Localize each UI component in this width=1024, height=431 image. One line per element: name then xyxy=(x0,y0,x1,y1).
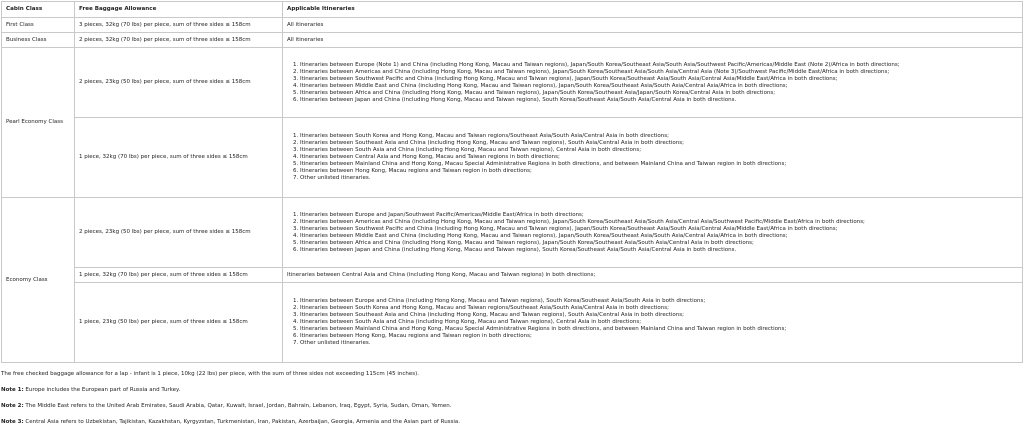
itinerary-item: 1. Itineraries between South Korea and Hong Kong, Macau and Taiwan regions/Southeast Asia/South Asia/Central Asia in both directions; xyxy=(293,133,669,139)
itinerary-item: 2. Itineraries between Americas and China (including Hong Kong, Macau and Taiwan regions), Japan/South Korea/Southeast Asia/South Asia/Central Asia/Southwest Pacific/Middle East/Africa in both directions; xyxy=(293,218,865,225)
itineraries-first-class: All itineraries xyxy=(283,18,1023,33)
cabin-first-class: First Class xyxy=(2,18,75,33)
allowance-pearl-economy-1: 2 pieces, 23kg (50 lbs) per piece, sum of three sides ≤ 158cm xyxy=(75,48,283,118)
itinerary-item: 3. Itineraries between South Asia and China (including Hong Kong, Macau and Taiwan regions), Central Asia in both directions; xyxy=(293,147,642,153)
note-1-label: Note 1: xyxy=(1,387,24,393)
itinerary-list xyxy=(287,212,1018,254)
note-3-label: Note 3: xyxy=(1,419,24,425)
table-row-business-class xyxy=(2,33,1023,48)
infant-allowance-note: The free checked baggage allowance for a lap - infant is 1 piece, 10kg (22 lbs) per piece, with the sum of three sides not exceeding 115cm (45 inches). xyxy=(1,371,420,377)
itinerary-item: 1. Itineraries between Europe and China (including Hong Kong, Macau and Taiwan regions), South Korea/Southeast Asia/South Asia in both directions; xyxy=(293,298,706,304)
itinerary-item: 6. Itineraries between Hong Kong, Macau regions and Taiwan region in both directions; xyxy=(293,333,532,339)
itinerary-item: 4. Itineraries between South Asia and China (including Hong Kong, Macau and Taiwan regions), Central Asia in both directions; xyxy=(293,319,642,325)
cabin-business-class: Business Class xyxy=(2,33,75,48)
itinerary-item: 5. Itineraries between Africa and China (including Hong Kong, Macau and Taiwan regions), Japan/South Korea/Southeast Asia/South Asia/Central Asia in both directions; xyxy=(293,239,754,246)
cabin-pearl-economy-class: Pearl Economy Class xyxy=(2,48,75,198)
itinerary-item: 4. Itineraries between Middle East and China (including Hong Kong, Macau and Taiwan regions), Japan/South Korea/Southeast Asia/South Asia/Central Asia/Africa in both directions; xyxy=(293,82,788,89)
itineraries-economy-1 xyxy=(283,198,1023,268)
notes-section xyxy=(1,371,1021,426)
allowance-economy-3: 1 piece, 23kg (50 lbs) per piece, sum of three sides ≤ 158cm xyxy=(75,283,283,363)
itinerary-item: 4. Itineraries between Middle East and China (including Hong Kong, Macau and Taiwan regions), Japan/South Korea/Southeast Asia/South Asia/Central Asia/Africa in both directions; xyxy=(293,232,788,239)
table-row-economy-2 xyxy=(2,268,1023,283)
itineraries-pearl-economy-1 xyxy=(283,48,1023,118)
itinerary-item: 5. Itineraries between Mainland China and Hong Kong, Macau Special Administrative Regions in both directions, and between Mainland China and Taiwan region in both directions; xyxy=(293,326,787,332)
itinerary-item: 2. Itineraries between South Korea and Hong Kong, Macau and Taiwan regions/Southeast Asia/South Asia/Central Asia in both directions; xyxy=(293,305,669,311)
itinerary-item: 4. Itineraries between Central Asia and Hong Kong, Macau and Taiwan regions in both directions; xyxy=(293,154,560,160)
note-1 xyxy=(1,387,1021,394)
itinerary-item: 5. Itineraries between Africa and China (including Hong Kong, Macau and Taiwan regions), Japan/South Korea/Southeast Asia/Japan/South Korea/Central Asia in both directions; xyxy=(293,89,776,96)
table-header-row xyxy=(2,2,1023,18)
itineraries-economy-2: Itineraries between Central Asia and China (including Hong Kong, Macau and Taiwan regions) in both directions; xyxy=(283,268,1023,283)
itinerary-item: 6. Itineraries between Hong Kong, Macau regions and Taiwan region in both directions; xyxy=(293,168,532,174)
note-3 xyxy=(1,419,1021,426)
note-2-label: Note 2: xyxy=(1,403,24,409)
note-1-text: Europe includes the European part of Russia and Turkey. xyxy=(23,387,181,393)
note-3-text: Central Asia refers to Uzbekistan, Tajikistan, Kazakhstan, Kyrgyzstan, Turkmenistan, Iran, Pakistan, Azerbaijan, Georgia, Armenia and the Asian part of Russia. xyxy=(23,419,461,425)
table-row-pearl-economy-1 xyxy=(2,48,1023,118)
baggage-allowance-table xyxy=(1,1,1023,363)
itinerary-item: 1. Itineraries between Europe and Japan/Southwest Pacific/Americas/Middle East/Africa in both directions; xyxy=(293,211,584,218)
allowance-economy-2: 1 piece, 32kg (70 lbs) per piece, sum of three sides ≤ 158cm xyxy=(75,268,283,283)
itinerary-item: 1. Itineraries between Europe (Note 1) and China (including Hong Kong, Macau and Taiwan regions), Japan/South Korea/Southeast Asia/South Asia/Southwest Pacific/Americas/Middle East (Note 2)/Africa in both directions; xyxy=(293,61,900,68)
allowance-business-class: 2 pieces, 32kg (70 lbs) per piece, sum of three sides ≤ 158cm xyxy=(75,33,283,48)
table-row-economy-1 xyxy=(2,198,1023,268)
itinerary-item: 6. Itineraries between Japan and China (including Hong Kong, Macau and Taiwan regions), South Korea/Southeast Asia/South Asia/Central Asia in both directions. xyxy=(293,96,737,103)
itinerary-item: 5. Itineraries between Mainland China and Hong Kong, Macau Special Administrative Regions in both directions, and between Mainland China and Taiwan region in both directions; xyxy=(293,161,787,167)
itinerary-list xyxy=(287,62,1018,104)
header-free-baggage-allowance: Free Baggage Allowance xyxy=(75,2,283,18)
itineraries-business-class: All itineraries xyxy=(283,33,1023,48)
itinerary-item: 2. Itineraries between Americas and China (including Hong Kong, Macau and Taiwan regions), Japan/South Korea/Southeast Asia/South Asia/Central Asia (Note 3)/Southwest Pacific/Middle East/Africa in both directions; xyxy=(293,68,890,75)
itinerary-list xyxy=(287,298,1018,347)
itinerary-item: 3. Itineraries between Southwest Pacific and China (including Hong Kong, Macau and Taiwan regions), Japan/South Korea/Southeast Asia/South Asia/Central Asia/Middle East/Africa in both directions; xyxy=(293,225,838,232)
cabin-economy-class: Economy Class xyxy=(2,198,75,363)
table-row-first-class xyxy=(2,18,1023,33)
itinerary-item: 7. Other unlisted itineraries. xyxy=(293,340,371,346)
itinerary-item: 3. Itineraries between Southwest Pacific and China (including Hong Kong, Macau and Taiwan regions), Japan/South Korea/Southeast Asia/South Asia/Central Asia/Middle East/Africa in both directions; xyxy=(293,75,838,82)
note-2-text: The Middle East refers to the United Arab Emirates, Saudi Arabia, Qatar, Kuwait, Israel, Jordan, Bahrain, Lebanon, Iraq, Egypt, Syria, Sudan, Oman, Yemen. xyxy=(23,403,452,409)
itineraries-economy-3 xyxy=(283,283,1023,363)
allowance-economy-1: 2 pieces, 23kg (50 lbs) per piece, sum of three sides ≤ 158cm xyxy=(75,198,283,268)
itinerary-item: 6. Itineraries between Japan and China (including Hong Kong, Macau and Taiwan regions), South Korea/Southeast Asia/South Asia/Central Asia in both directions. xyxy=(293,246,737,253)
itinerary-item: 3. Itineraries between Southeast Asia and China (including Hong Kong, Macau and Taiwan regions), South Asia/Central Asia in both directions; xyxy=(293,312,684,318)
table-row-pearl-economy-2 xyxy=(2,118,1023,198)
itinerary-item: 2. Itineraries between Southeast Asia and China (including Hong Kong, Macau and Taiwan regions), South Asia/Central Asia in both directions; xyxy=(293,140,684,146)
header-applicable-itineraries: Applicable Itineraries xyxy=(283,2,1023,18)
header-cabin-class: Cabin Class xyxy=(2,2,75,18)
allowance-pearl-economy-2: 1 piece, 32kg (70 lbs) per piece, sum of three sides ≤ 158cm xyxy=(75,118,283,198)
itinerary-list xyxy=(287,133,1018,182)
table-row-economy-3 xyxy=(2,283,1023,363)
itineraries-pearl-economy-2 xyxy=(283,118,1023,198)
note-2 xyxy=(1,403,1021,410)
itinerary-item: 7. Other unlisted itineraries. xyxy=(293,175,371,181)
allowance-first-class: 3 pieces, 32kg (70 lbs) per piece, sum of three sides ≤ 158cm xyxy=(75,18,283,33)
